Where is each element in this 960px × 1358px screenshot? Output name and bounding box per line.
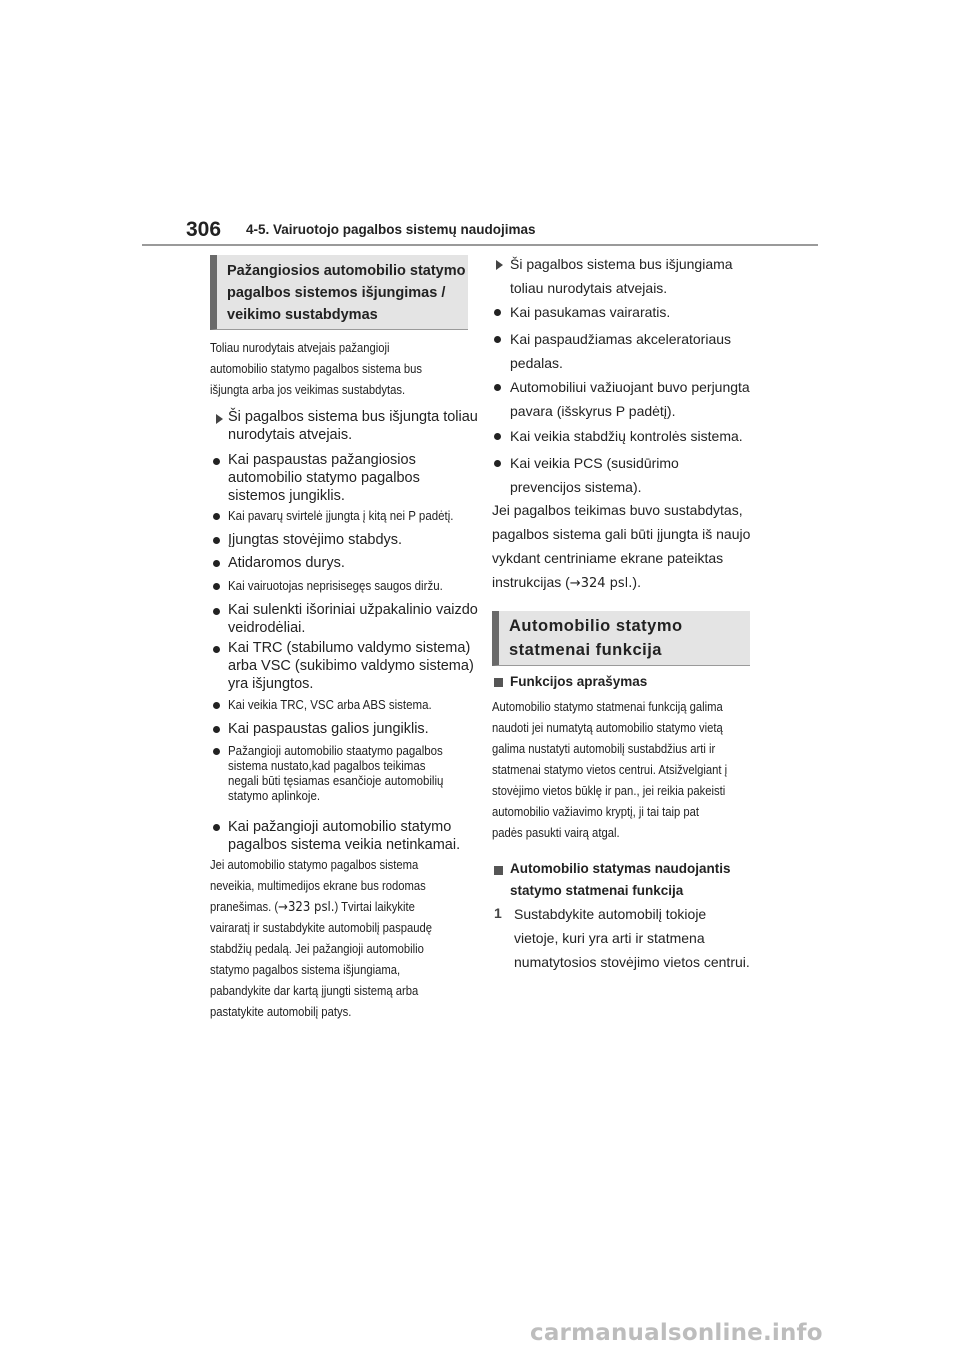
text-line: padės pasukti vairą atgal.: [492, 826, 620, 840]
list-item: [228, 639, 474, 693]
list-item: [228, 554, 345, 572]
list-item: [510, 375, 750, 423]
list-item: [228, 579, 443, 594]
text-line: automobilio važiavimo kryptį, ji tai taip pat: [492, 805, 699, 819]
text-segment: pranešimas. (: [210, 900, 279, 914]
text-line: Jei automobilio statymo pagalbos sistema: [210, 858, 419, 872]
text-line: sistemos jungiklis.: [228, 488, 345, 504]
text-line: Įjungtas stovėjimo stabdys.: [228, 532, 403, 548]
list-item: [228, 698, 432, 713]
text-line: Automobilio statymo statmenai funkciją galima: [492, 700, 723, 714]
function-description-paragraph: [492, 697, 762, 844]
text-line: pavara (išskyrus P padėtį).: [510, 403, 676, 419]
bullet-icon: [213, 748, 220, 755]
arrow-marker-icon: [216, 414, 223, 424]
bullet-icon: [494, 433, 501, 440]
text-line: Kai pavarų svirtelė įjungta į kitą nei P padėtį.: [228, 509, 454, 523]
text-line: arba VSC (sukibimo valdymo sistema): [228, 658, 474, 674]
text-line: Kai veikia PCS (susidūrimo: [510, 455, 679, 471]
text-segment: ) Tvirtai laikykite: [334, 900, 415, 914]
text-line: Kai pažangioji automobilio statymo: [228, 819, 452, 835]
text-line: vykdant centriniame ekrane pateiktas: [492, 550, 724, 566]
text-line: Ši pagalbos sistema bus išjungta toliau: [228, 409, 478, 425]
list-item: [510, 451, 679, 499]
text-line: Toliau nurodytais atvejais pažangioji: [210, 341, 390, 355]
text-line: Kai paspaustas galios jungiklis.: [228, 721, 429, 737]
page-number: 306: [186, 218, 222, 241]
resume-paragraph: [492, 498, 750, 596]
list-item: [228, 720, 429, 738]
subheading-square-icon: [494, 866, 503, 875]
subheading-square-icon: [494, 678, 503, 687]
text-line: stovėjimo vietos būklę ir pan., jei reikia pakeisti: [492, 784, 726, 798]
text-segment: instrukcijas (: [492, 574, 570, 590]
text-line: veidrodėliai.: [228, 620, 306, 636]
bullet-icon: [494, 336, 501, 343]
list-item: [228, 531, 402, 549]
watermark: carmanualsonline.info: [530, 1320, 823, 1346]
text-line: neveikia, multimedijos ekrane bus rodomas: [210, 879, 426, 893]
section-heading-disable: [210, 255, 468, 330]
bullet-icon: [494, 384, 501, 391]
step-text: [514, 902, 750, 974]
text-line: pabandykite dar kartą įjungti sistemą arba: [210, 984, 419, 998]
text-line: Kai sulenkti išoriniai užpakalinio vaizdo: [228, 602, 478, 618]
text-line: prevencijos sistema).: [510, 479, 642, 495]
step-number: 1: [494, 905, 502, 921]
page-reference: →323 psl.: [278, 900, 335, 915]
list-item: [228, 601, 478, 637]
text-line: [492, 570, 750, 596]
text-line: Atidaromos durys.: [228, 555, 345, 571]
text-line: automobilio statymo pagalbos: [228, 470, 420, 486]
section-title-line: pagalbos sistemos išjungimas /: [227, 285, 446, 301]
text-line: išjungta arba jos veikimas sustabdytas.: [210, 383, 406, 397]
header-divider: [142, 244, 818, 246]
subheading-perpendicular-parking: [510, 858, 731, 902]
text-line: Automobilio statymas naudojantis: [510, 861, 731, 876]
bullet-icon: [494, 309, 501, 316]
list-item: [228, 451, 420, 505]
text-line: pedalas.: [510, 355, 563, 371]
text-line: Kai paspaudžiamas akceleratoriaus: [510, 331, 732, 347]
text-line: negali būti tęsiamas esančioje automobilių: [228, 774, 444, 788]
intro-paragraph: [210, 338, 471, 401]
text-line: Kai paspaustas pažangiosios: [228, 452, 416, 468]
text-line: numatytosios stovėjimo vietos centrui.: [514, 954, 750, 970]
section-heading-perpendicular: [492, 611, 750, 666]
text-line: vietoje, kuri yra arti ir statmena: [514, 930, 705, 946]
text-line: Pažangioji automobilio staatymo pagalbos: [228, 744, 443, 758]
arrow-item: [510, 252, 733, 300]
text-line: statymo aplinkoje.: [228, 789, 321, 803]
text-line: Ši pagalbos sistema bus išjungiama: [510, 256, 733, 272]
list-item: [510, 424, 743, 448]
text-line: pastatykite automobilį patys.: [210, 1005, 352, 1019]
arrow-marker-icon: [496, 260, 503, 270]
text-line: statmenai statymo vietos centrui. Atsižvelgiant į: [492, 763, 728, 777]
bullet-icon: [213, 608, 220, 615]
text-line: stabdžių pedalą. Jei pažangioji automobilio: [210, 942, 424, 956]
text-line: sistema nustato,kad pagalbos teikimas: [228, 759, 426, 773]
text-line: naudoti jei numatytą automobilio statymo vietą: [492, 721, 723, 735]
chapter-title: 4-5. Vairuotojo pagalbos sistemų naudojimas: [246, 222, 536, 237]
list-item: [510, 300, 670, 324]
bullet-icon: [213, 513, 220, 520]
arrow-item: [228, 408, 478, 444]
text-line: Automobiliui važiuojant buvo perjungta: [510, 379, 750, 395]
text-line: [210, 897, 480, 918]
subheading-function-description: Funkcijos aprašymas: [510, 674, 648, 689]
section-title-line: Automobilio statymo: [509, 617, 683, 635]
text-segment: ).: [632, 574, 641, 590]
text-line: galima nustatyti automobilį sustabdžius arti ir: [492, 742, 716, 756]
bullet-icon: [213, 726, 220, 733]
bullet-icon: [494, 460, 501, 467]
bullet-icon: [213, 458, 220, 465]
text-line: nurodytais atvejais.: [228, 427, 353, 443]
list-item: [228, 818, 460, 854]
text-line: pagalbos sistema veikia netinkamai.: [228, 837, 461, 853]
text-line: automobilio statymo pagalbos sistema bus: [210, 362, 422, 376]
section-title-line: Pažangiosios automobilio statymo: [227, 263, 466, 279]
bullet-icon: [213, 560, 220, 567]
note-paragraph: [210, 855, 480, 1023]
list-item: [228, 509, 453, 524]
bullet-icon: [213, 537, 220, 544]
text-line: Kai pasukamas vairaratis.: [510, 304, 671, 320]
text-line: vairaratį ir sustabdykite automobilį paspaudę: [210, 921, 433, 935]
text-line: statymo pagalbos sistema išjungiama,: [210, 963, 401, 977]
section-title-line: veikimo sustabdymas: [227, 307, 378, 323]
page-reference: →324 psl.: [569, 576, 633, 591]
text-line: pagalbos sistema gali būti įjungta iš naujo: [492, 526, 751, 542]
text-line: Kai vairuotojas neprisisegęs saugos diržu.: [228, 579, 443, 593]
text-line: Kai TRC (stabilumo valdymo sistema): [228, 640, 471, 656]
text-line: Sustabdykite automobilį tokioje: [514, 906, 707, 922]
text-line: yra išjungtos.: [228, 676, 314, 692]
bullet-icon: [213, 583, 220, 590]
bullet-icon: [213, 702, 220, 709]
text-line: Kai veikia stabdžių kontrolės sistema.: [510, 428, 743, 444]
text-line: toliau nurodytais atvejais.: [510, 280, 668, 296]
bullet-icon: [213, 824, 220, 831]
bullet-icon: [213, 646, 220, 653]
list-item: [510, 327, 731, 375]
text-line: Jei pagalbos teikimas buvo sustabdytas,: [492, 502, 743, 518]
text-line: statymo statmenai funkcija: [510, 883, 684, 898]
section-title-line: statmenai funkcija: [509, 641, 662, 659]
text-line: Kai veikia TRC, VSC arba ABS sistema.: [228, 698, 432, 712]
list-item: [228, 744, 443, 804]
